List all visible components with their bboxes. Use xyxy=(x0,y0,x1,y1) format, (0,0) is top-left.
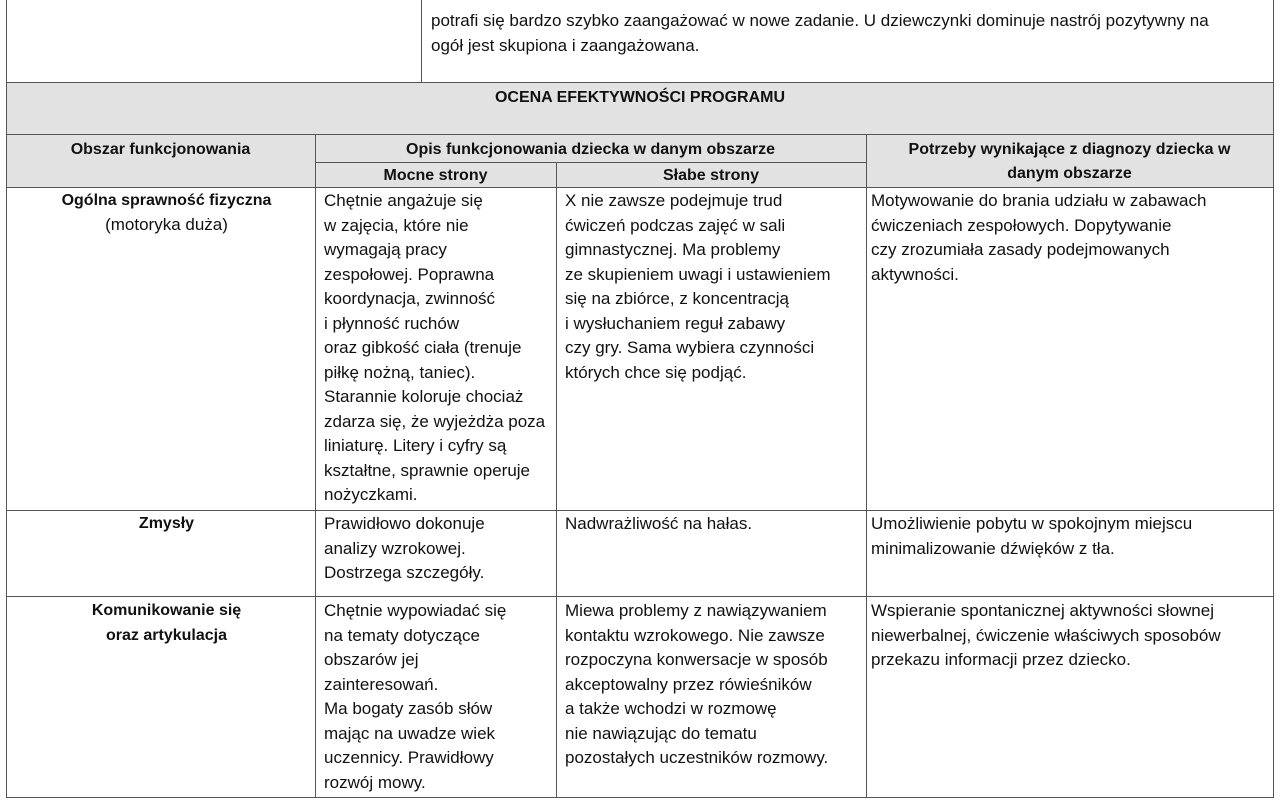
row-needs: Motywowanie do brania udziału w zabawach ćwiczeniach zespołowych. Dopytywanie czy zrozumiała zasady podejmowanych aktywności. xyxy=(871,191,1207,284)
section-title: OCENA EFEKTYWNOŚCI PROGRAMU xyxy=(494,89,786,106)
row-needs: Umożliwienie pobytu w spokojnym miejscu minimalizowanie dźwięków z tła. xyxy=(871,514,1193,558)
header-needs: Potrzeby wynikające z diagnozy dziecka w danym obszarze xyxy=(908,141,1231,182)
table-border xyxy=(421,0,422,82)
table-border xyxy=(6,596,1274,597)
table-border xyxy=(6,82,1274,83)
row-weaknesses: Nadwrażliwość na hałas. xyxy=(565,514,753,533)
row-area-title: Zmysły xyxy=(138,515,195,532)
table-border xyxy=(6,0,7,798)
table-border xyxy=(315,162,866,163)
row-strengths: Prawidłowo dokonuje analizy wzrokowej. Dostrzega szczegóły. xyxy=(324,514,485,582)
table-border xyxy=(866,134,867,798)
table-border xyxy=(6,134,1274,135)
row-weaknesses: Miewa problemy z nawiązywaniem kontaktu wzrokowego. Nie zawsze rozpoczyna konwersacje w sposób akceptowalny przez rówieśników a także wchodzi w rozmowę nie nawiązując do tematu pozostałych uczestników rozmowy. xyxy=(565,601,829,767)
row-area-subtitle: (motoryka duża) xyxy=(105,215,228,234)
table-border xyxy=(6,510,1274,511)
row-needs: Wspieranie spontanicznej aktywności słownej niewerbalnej, ćwiczenie właściwych sposobów przekazu informacji przez dziecko. xyxy=(871,601,1221,669)
row-strengths: Chętnie angażuje się w zajęcia, które nie wymagają pracy zespołowej. Poprawna koordynacja, zwinność i płynność ruchów oraz gibkość ciała (trenuje piłkę nożną, taniec). Starannie koloruje chociaż zdarza się, że wyjeżdża poza liniaturę. Litery i cyfry są kształtne, sprawnie operuje nożyczkami. xyxy=(324,191,546,504)
top-row-text: potrafi się bardzo szybko zaangażować w nowe zadanie. U dziewczynki dominuje nastrój pozytywny na ogół jest skupiona i zaangażowana. xyxy=(431,11,1209,55)
table-border xyxy=(6,797,1274,798)
header-weaknesses: Słabe strony xyxy=(662,167,760,184)
header-strengths: Mocne strony xyxy=(383,167,488,184)
table-border xyxy=(1273,0,1274,798)
row-strengths: Chętnie wypowiadać się na tematy dotyczące obszarów jej zainteresowań. Ma bogaty zasób słów mając na uwadze wiek uczennicy. Prawidłowy rozwój mowy. xyxy=(324,601,507,792)
table-border xyxy=(556,162,557,798)
row-weaknesses: X nie zawsze podejmuje trud ćwiczeń podczas zajęć w sali gimnastycznej. Ma problemy ze skupieniem uwagi i ustawieniem się na zbiórce, z koncentracją i wysłuchaniem reguł zabawy czy gry. Sama wybiera czynności których chce się podjąć. xyxy=(565,191,831,382)
header-area: Obszar funkcjonowania xyxy=(70,141,251,158)
header-description: Opis funkcjonowania dziecka w danym obszarze xyxy=(406,141,775,158)
row-area-title: Komunikowanie się oraz artykulacja xyxy=(91,602,242,644)
row-area-title: Ogólna sprawność fizyczna xyxy=(61,192,272,209)
